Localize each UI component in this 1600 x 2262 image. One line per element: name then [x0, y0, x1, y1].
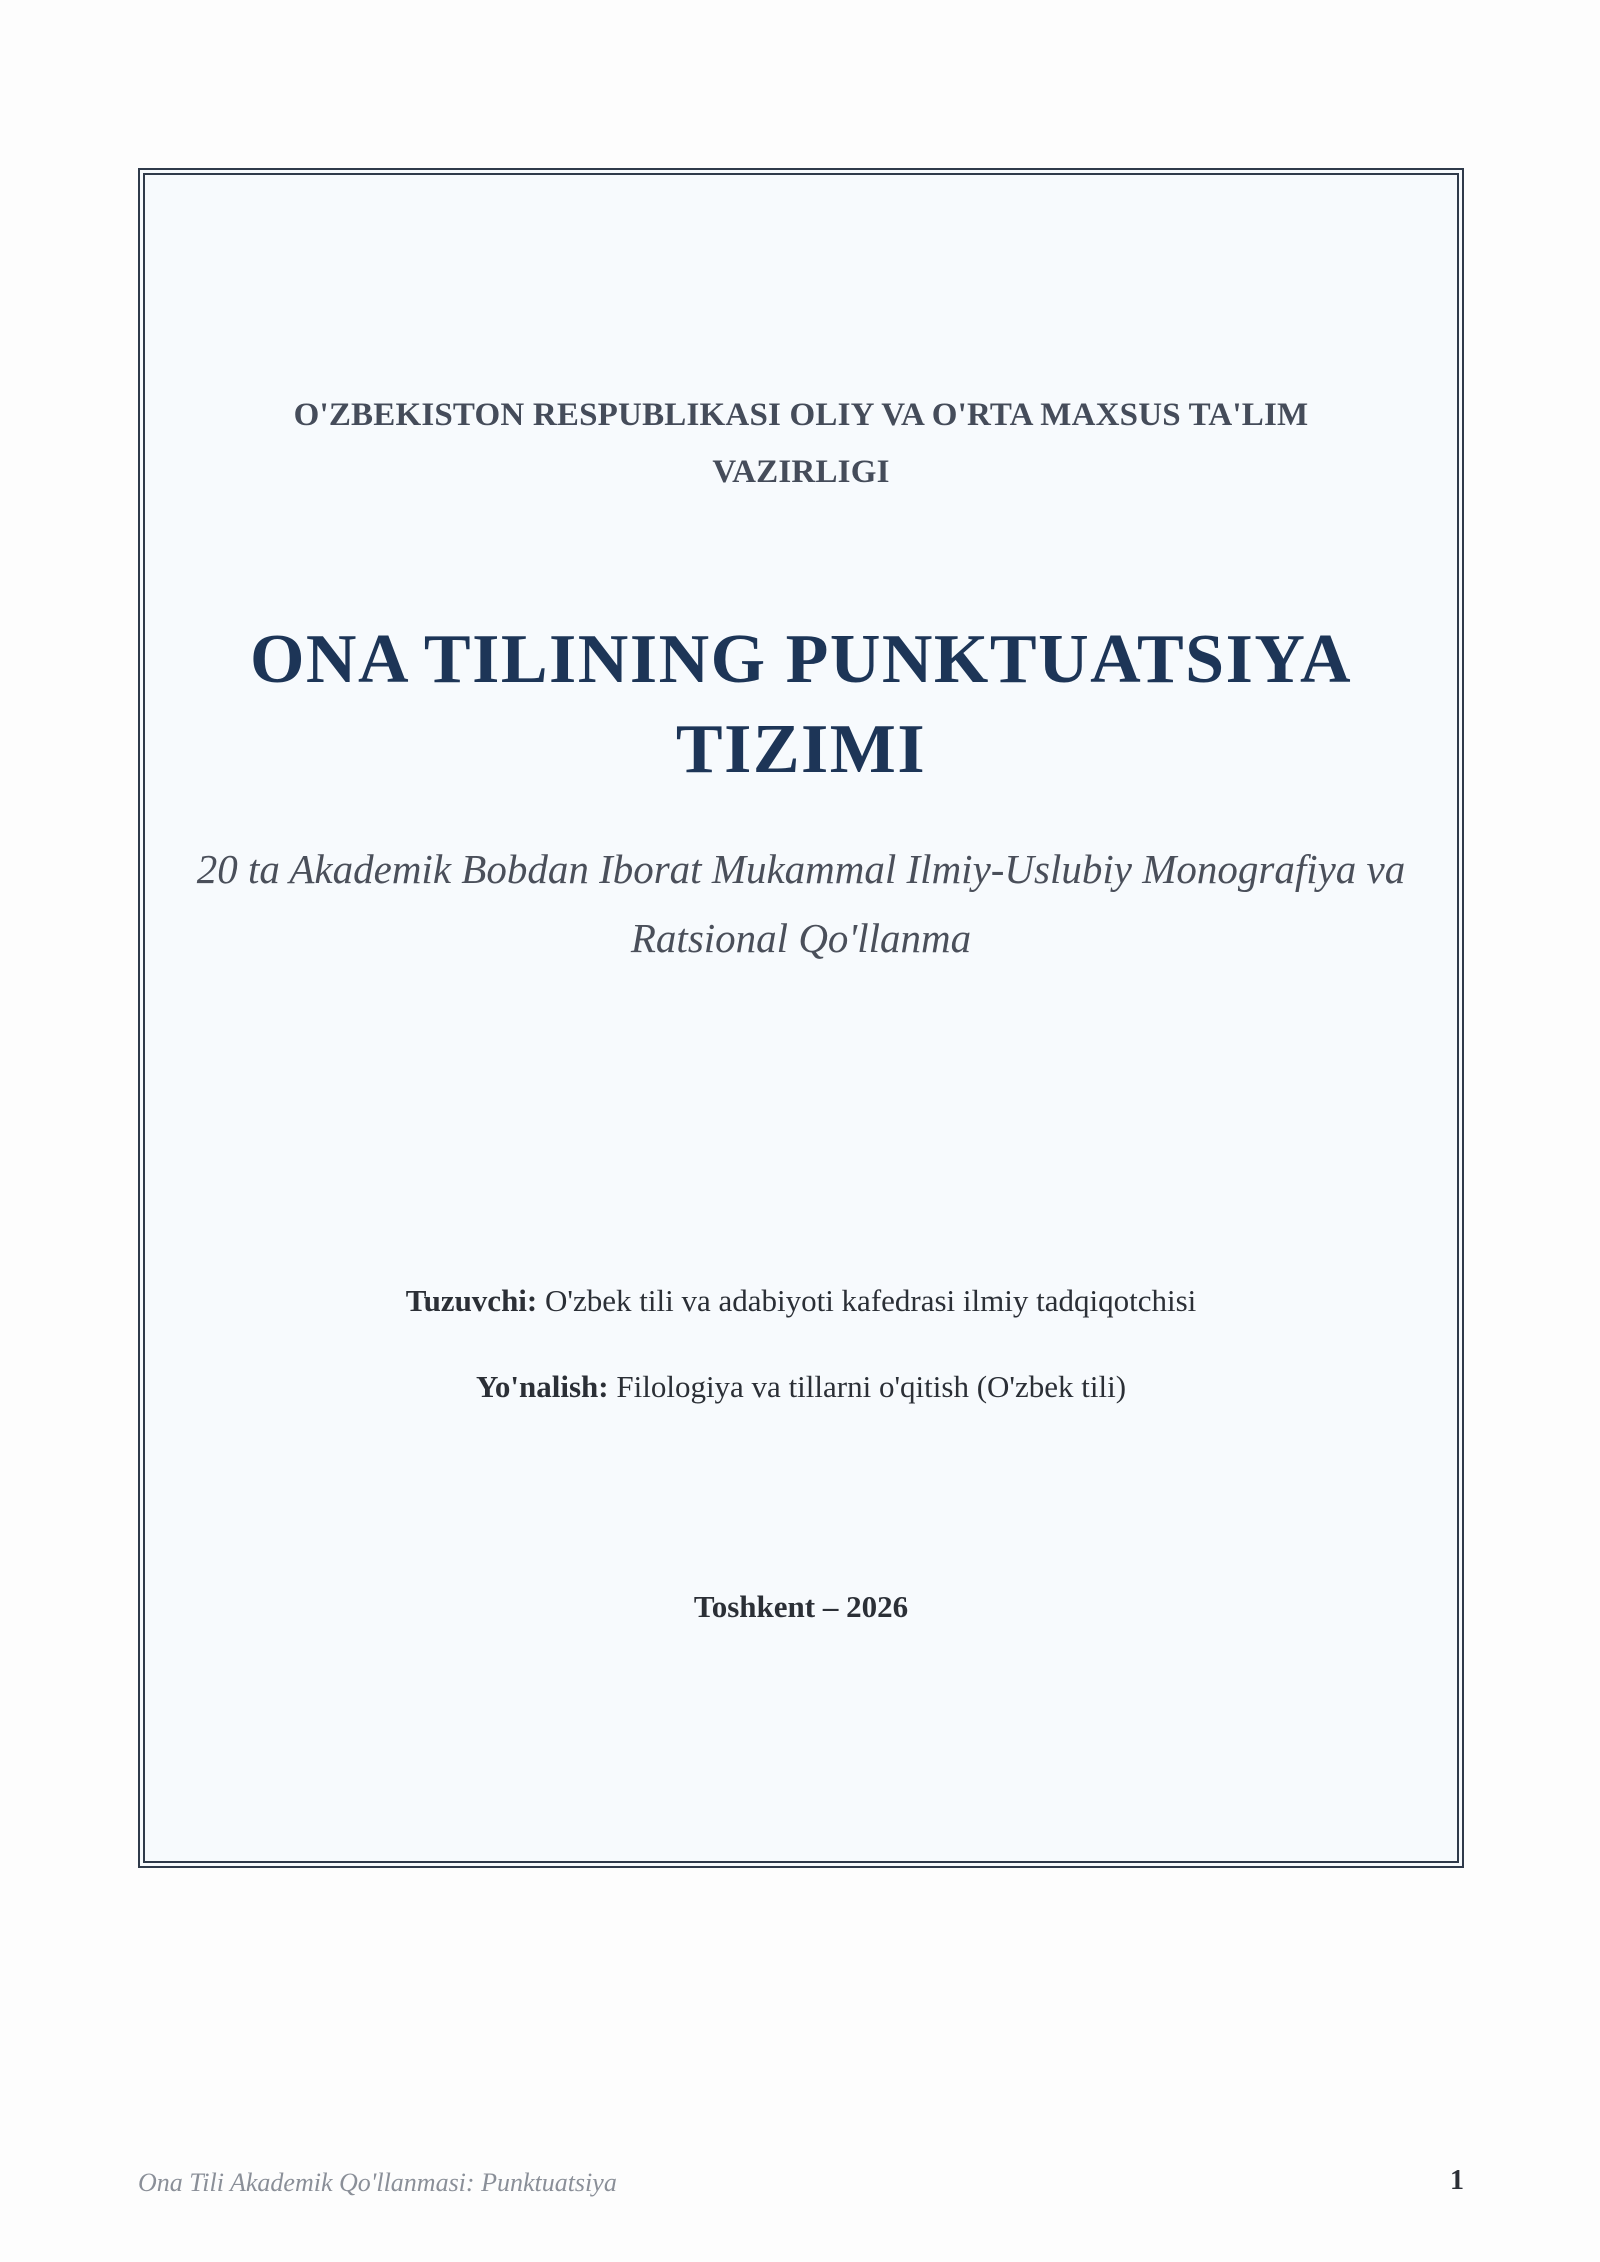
- place-year: Toshkent – 2026: [693, 1589, 909, 1624]
- compiler-label: Tuzuvchi:: [405, 1283, 538, 1318]
- direction-line: [145, 1367, 1457, 1407]
- compiler-value: O'zbek tili va adabiyoti kafedrasi ilmiy tadqiqotchisi: [545, 1283, 1197, 1318]
- cover-frame: [138, 168, 1464, 1868]
- page-number: 1: [1450, 2165, 1464, 2196]
- direction-value: Filologiya va tillarni o'qitish (O'zbek tili): [616, 1369, 1127, 1404]
- ministry-heading: O'ZBEKISTON RESPUBLIKASI OLIY VA O'RTA MAXSUS TA'LIM VAZIRLIGI: [293, 397, 1309, 490]
- document-subtitle: 20 ta Akademik Bobdan Iborat Mukammal Ilmiy-Uslubiy Monografiya va Ratsional Qo'llanma: [196, 846, 1406, 961]
- footer-running-title: Ona Tili Akademik Qo'llanmasi: Punktuatsiya: [138, 2168, 617, 2197]
- direction-label: Yo'nalish:: [475, 1369, 609, 1404]
- document-title: ONA TILINING PUNKTUATSIYA TIZIMI: [249, 621, 1353, 788]
- compiler-line: [145, 1281, 1457, 1321]
